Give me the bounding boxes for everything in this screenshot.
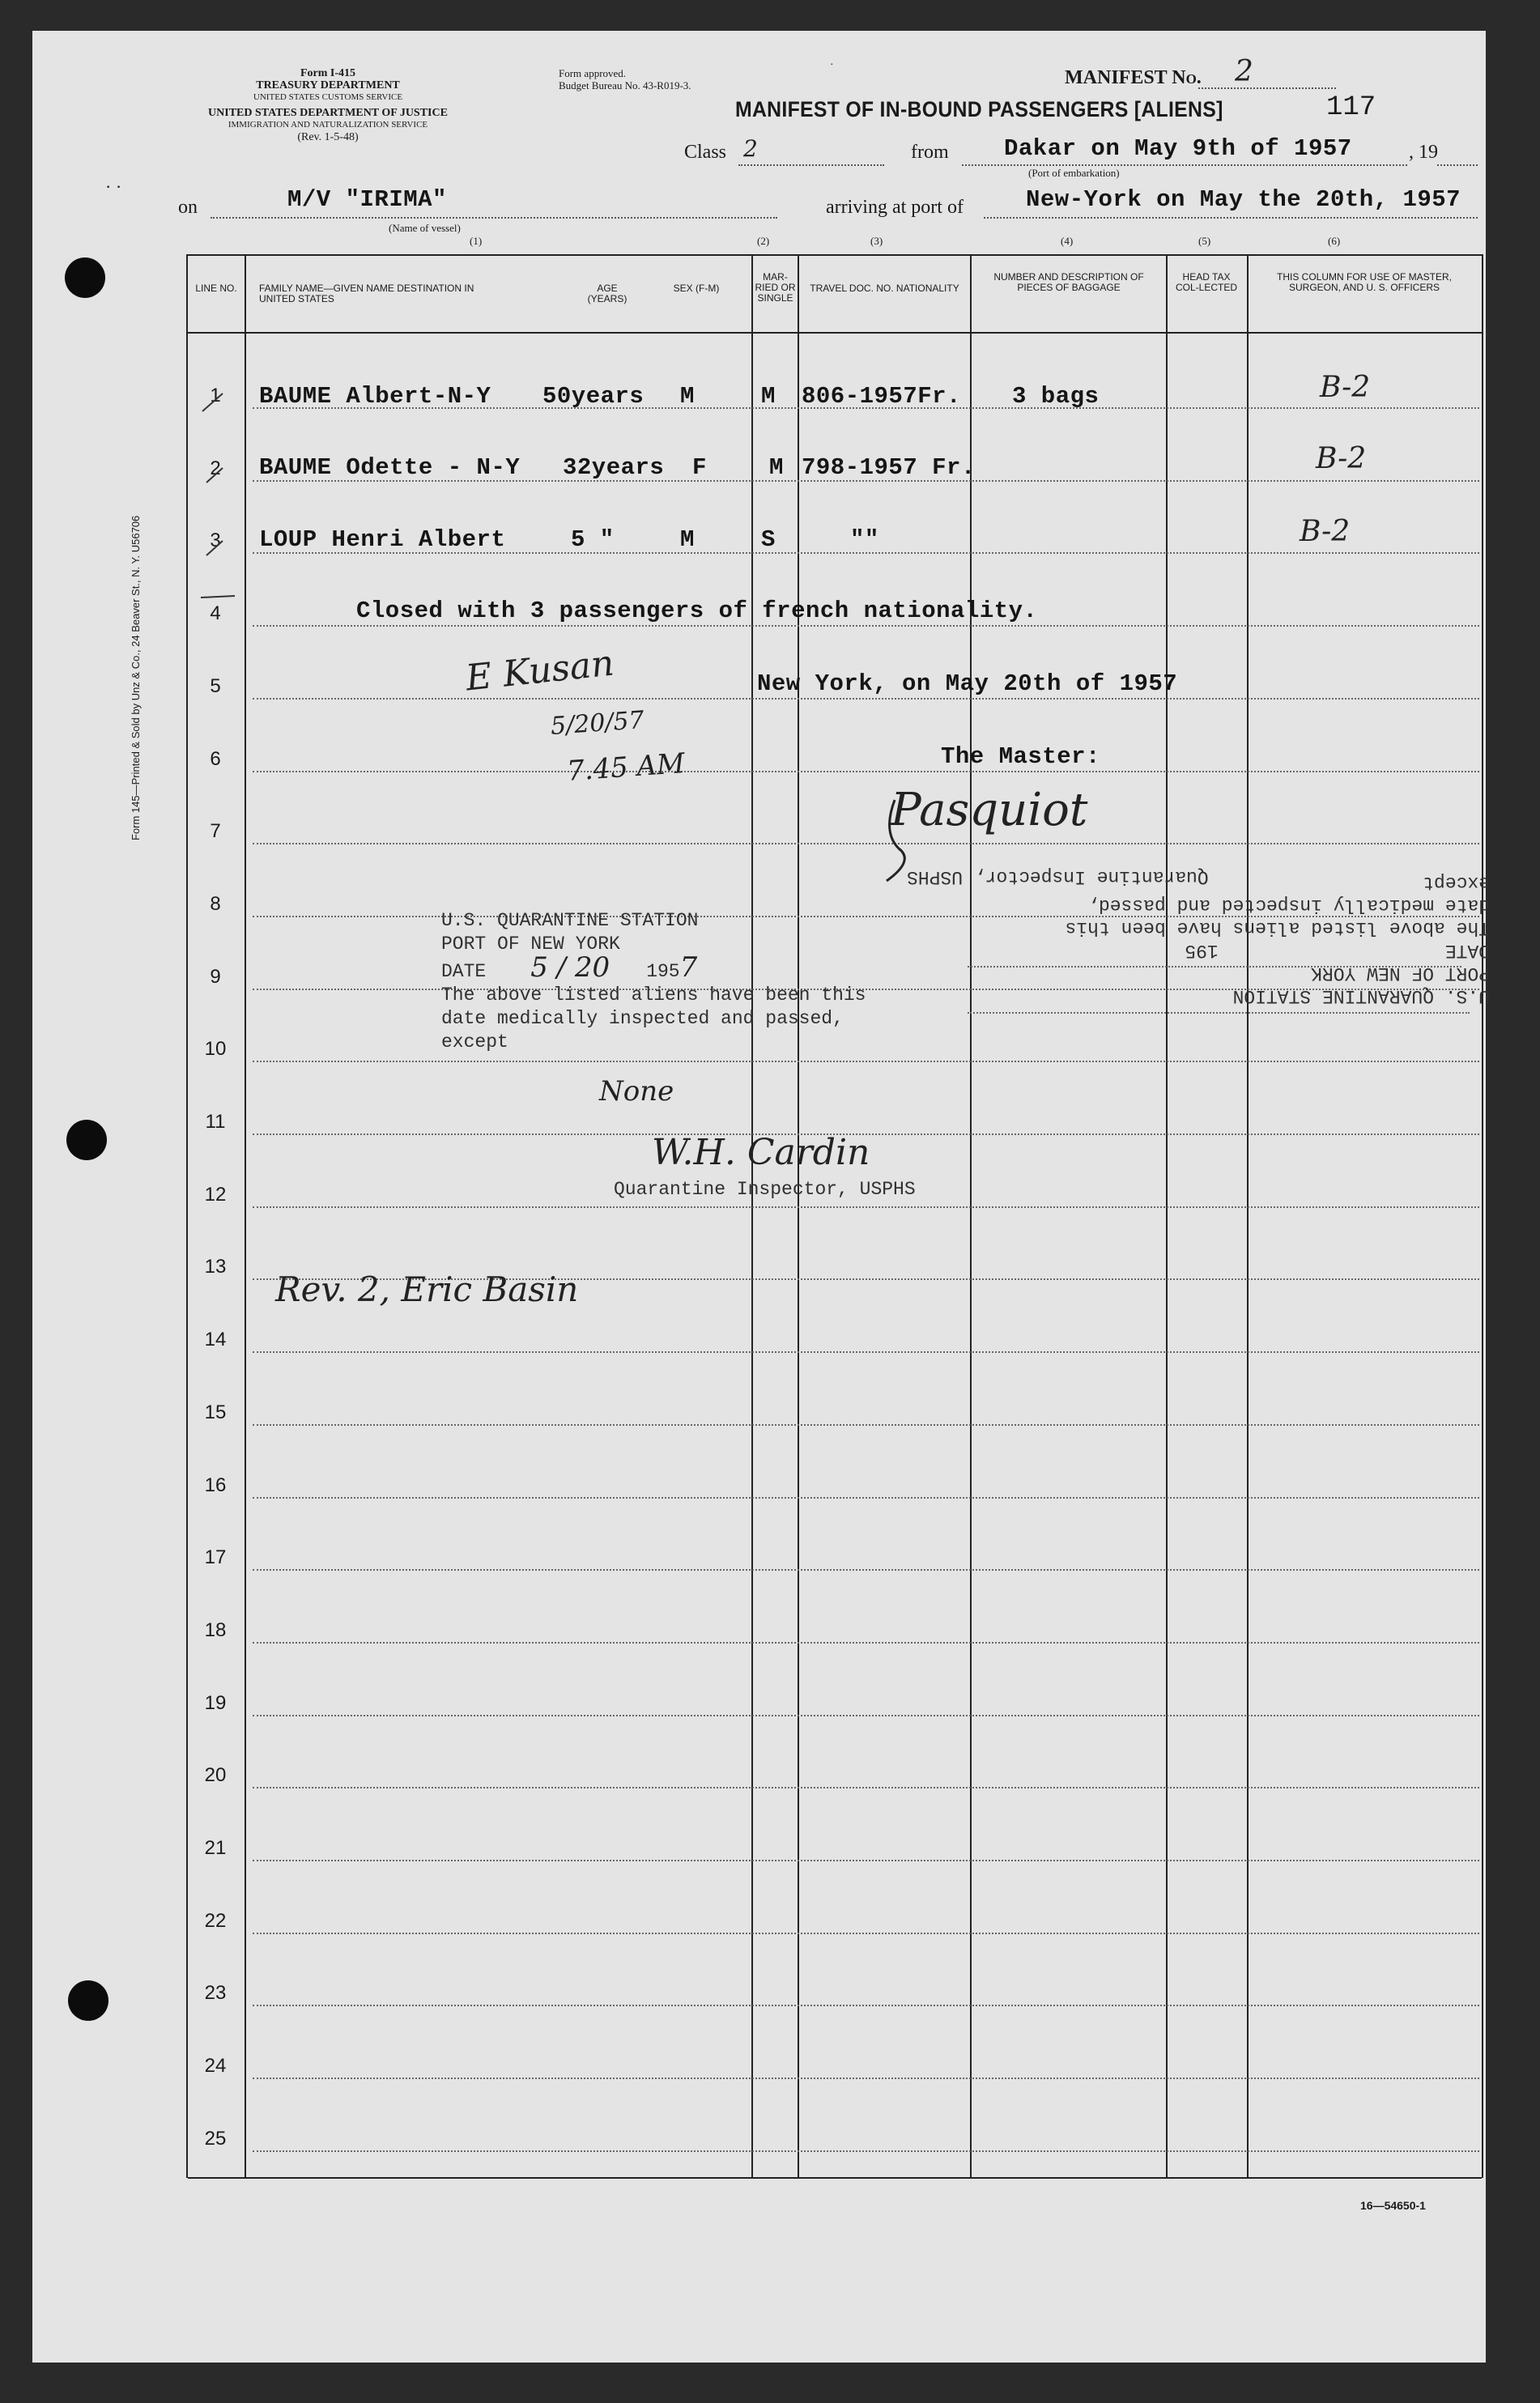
- printer-side-text: Form 145—Printed & Sold by Unz & Co., 24 Beaver St., N. Y. U56706: [130, 515, 142, 840]
- row-number: 9: [210, 965, 221, 988]
- vessel-value: M/V "IRIMA": [287, 186, 447, 213]
- col-baggage-header: NUMBER AND DESCRIPTION OF PIECES OF BAGGAGE: [993, 271, 1144, 293]
- row-number: 4: [210, 602, 221, 625]
- stray-mark: ·: [830, 59, 834, 71]
- col-sex-header: SEX (F-M): [673, 283, 720, 294]
- row-rule: [253, 771, 1479, 772]
- manifest-no-label: MANIFEST No.: [1065, 67, 1202, 88]
- passenger-2-age: 32years: [563, 454, 665, 481]
- col-officers-header: THIS COLUMN FOR USE OF MASTER, SURGEON, AND U. S. OFFICERS: [1276, 271, 1452, 293]
- row-number: 16: [204, 1474, 227, 1496]
- row-number: 11: [205, 1111, 226, 1133]
- on-label: on: [178, 197, 198, 218]
- row-number: 23: [204, 1982, 227, 2005]
- manifest-page: [32, 31, 1490, 2363]
- passenger-1-sex: M: [680, 383, 695, 410]
- col-married-header: MAR-RIED OR SINGLE: [755, 271, 796, 304]
- row-number: 12: [204, 1183, 227, 1206]
- row-number: 1: [210, 385, 221, 406]
- row-rule: [253, 1933, 1479, 1934]
- passenger-3-age: 5 ": [571, 526, 615, 553]
- row-number: 15: [204, 1401, 227, 1423]
- row-number: 5: [210, 674, 221, 697]
- quarantine-signature: W.H. Cardin: [652, 1132, 870, 1173]
- col-number: (6): [1328, 235, 1341, 247]
- vessel-caption: (Name of vessel): [389, 222, 461, 234]
- row-number: 17: [204, 1546, 227, 1569]
- passenger-1-baggage: 3 bags: [1012, 383, 1100, 410]
- row-rule: [253, 2078, 1479, 2079]
- row-rule: [253, 2005, 1479, 2006]
- row-number: 14: [204, 1329, 227, 1351]
- row-number: 22: [204, 1909, 227, 1932]
- col-number: (2): [757, 235, 770, 247]
- col-number: (5): [1198, 235, 1211, 247]
- row-number: 20: [204, 1764, 227, 1787]
- quarantine-inspector-label: Quarantine Inspector, USPHS: [614, 1179, 916, 1200]
- form-footer-code: 16—54650-1: [1360, 2199, 1426, 2212]
- passenger-3-name: LOUP Henri Albert: [259, 526, 506, 553]
- row-number: 25: [204, 2127, 227, 2150]
- passenger-3-married: S: [761, 526, 776, 553]
- passenger-1-age: 50years: [542, 383, 645, 410]
- row-rule: [253, 1061, 1479, 1062]
- row-rule: [253, 1715, 1479, 1716]
- inspector-signature: E Kusan: [463, 642, 616, 700]
- inspector-time: 7.45 AM: [565, 746, 687, 789]
- col-age-header: AGE (YEARS): [587, 283, 627, 304]
- passenger-1-mark: B-2: [1320, 371, 1371, 404]
- passenger-3-sex: M: [680, 526, 695, 553]
- passenger-2-married: M: [769, 454, 784, 481]
- col-line-header: LINE NO.: [195, 283, 237, 294]
- row-rule: [253, 625, 1479, 627]
- manifest-no-value: 2: [1235, 55, 1253, 88]
- row-number: 24: [204, 2055, 227, 2078]
- row-number: 18: [204, 1618, 227, 1641]
- from-field: [962, 135, 1407, 166]
- from-value: Dakar on May 9th of 1957: [1004, 135, 1352, 162]
- binder-hole: [66, 1120, 107, 1160]
- row-rule: [253, 1424, 1479, 1426]
- col-number: (4): [1061, 235, 1074, 247]
- col-name-header: FAMILY NAME—GIVEN NAME DESTINATION IN UNITED STATES: [259, 283, 474, 304]
- inverted-stamp-line: [968, 966, 1461, 968]
- row-number: 13: [204, 1256, 227, 1278]
- row-number: 8: [210, 892, 221, 915]
- passenger-2-mark: B-2: [1316, 442, 1367, 475]
- quarantine-exception: None: [599, 1075, 674, 1108]
- inverted-stamp-line: [968, 1012, 1470, 1014]
- row-rule: [253, 1569, 1479, 1571]
- port-caption: (Port of embarkation): [1028, 167, 1120, 179]
- row-number: 3: [210, 530, 221, 552]
- row-number: 7: [210, 820, 221, 843]
- inverted-inspector-label: Quarantine Inspector, USPHS: [907, 866, 1209, 887]
- passenger-2-name: BAUME Odette - N-Y: [259, 454, 521, 481]
- row-rule: [253, 1642, 1479, 1644]
- passenger-3-travel: "": [850, 526, 879, 553]
- row-rule: [253, 1860, 1479, 1861]
- stray-mark: · ·: [105, 177, 122, 197]
- class-label: Class: [684, 142, 727, 163]
- passenger-1-travel: 806-1957Fr.: [802, 383, 961, 410]
- master-label: The Master:: [941, 743, 1100, 770]
- binder-hole: [65, 257, 105, 298]
- row-number: 21: [204, 1837, 227, 1859]
- quarantine-stamp: U.S. QUARANTINE STATION PORT OF NEW YORK DATE 5 / 20 1957 The above listed aliens have been this date medically inspected and passed, except: [441, 910, 866, 1053]
- year-suffix: , 19: [1409, 142, 1438, 163]
- row-number: 19: [204, 1691, 227, 1714]
- row-number: 2: [210, 457, 221, 479]
- row-rule: [253, 1351, 1479, 1353]
- arriving-label: arriving at port of: [826, 197, 964, 218]
- page-number: 117: [1326, 92, 1376, 123]
- col-headtax-header: HEAD TAX COL-LECTED: [1175, 271, 1237, 293]
- passenger-1-married: M: [761, 383, 776, 410]
- handwritten-note: Rev. 2, Eric Basin: [275, 1270, 579, 1309]
- row-rule: [253, 698, 1479, 700]
- agency-header: Form I-415 TREASURY DEPARTMENT UNITED STATES CUSTOMS SERVICE UNITED STATES DEPARTMENT OF JUSTICE IMMIGRATION AND NATURALIZATION SERVICE (Rev. 1-5-48): [208, 67, 448, 143]
- row-rule: [253, 1787, 1479, 1788]
- vessel-field: [211, 186, 777, 219]
- row-rule: [253, 1206, 1479, 1208]
- row-rule: [253, 2150, 1479, 2152]
- from-label: from: [911, 142, 949, 163]
- col-number: (1): [470, 235, 483, 247]
- place-date: New York, on May 20th of 1957: [757, 670, 1178, 697]
- inverted-quarantine-stamp: U.S. QUARANTINE STATION PORT OF NEW YORK DATE195 The above listed aliens have been this date medically inspected and passed, except: [1065, 872, 1490, 1006]
- col-travel-header: TRAVEL DOC. NO. NATIONALITY: [810, 283, 959, 294]
- row-number: 10: [204, 1038, 227, 1061]
- passenger-2-sex: F: [692, 454, 707, 481]
- check-marks: [186, 387, 251, 614]
- class-field: [738, 135, 884, 166]
- passenger-3-mark: B-2: [1300, 515, 1351, 548]
- manifest-title: MANIFEST OF IN-BOUND PASSENGERS [ALIENS]: [735, 97, 1223, 121]
- class-value: 2: [743, 135, 758, 162]
- row-rule: [253, 1497, 1479, 1499]
- arriving-field: [984, 186, 1478, 219]
- passenger-1-name: BAUME Albert-N-Y: [259, 383, 491, 410]
- row-number: 6: [210, 747, 221, 770]
- arriving-value: New-York on May the 20th, 1957: [1026, 186, 1461, 213]
- inspector-date: 5/20/57: [549, 706, 645, 741]
- budget-approval: Form approved. Budget Bureau No. 43-R019-3.: [559, 67, 691, 91]
- year-field: [1437, 140, 1478, 166]
- col-number: (3): [870, 235, 883, 247]
- binder-hole: [68, 1980, 108, 2021]
- closing-statement: Closed with 3 passengers of french nationality.: [356, 598, 1038, 624]
- master-signature: Pasquiot: [891, 784, 1088, 836]
- manifest-no-field: [1198, 55, 1336, 89]
- passenger-2-travel: 798-1957 Fr.: [802, 454, 976, 481]
